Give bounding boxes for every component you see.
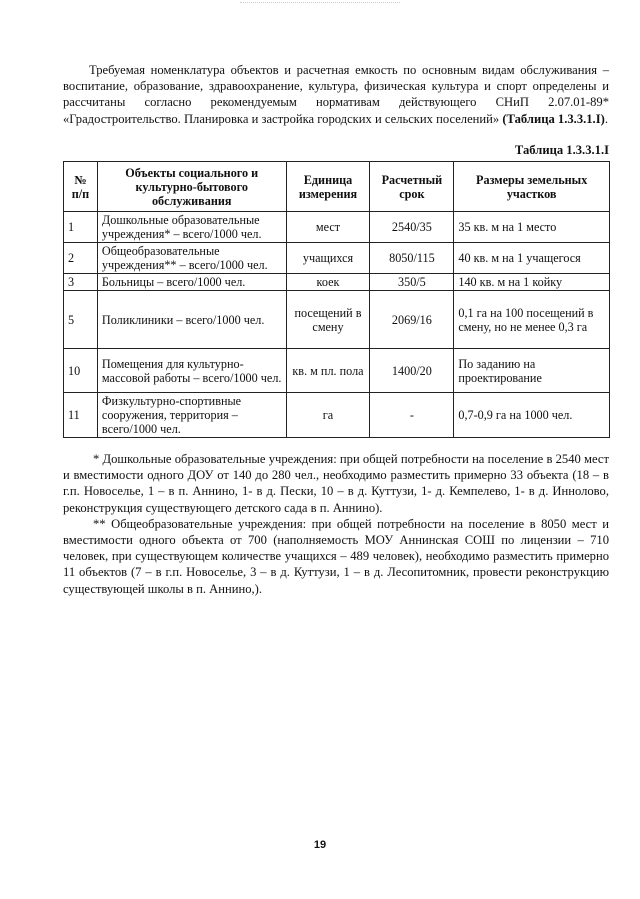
row-num: 1 xyxy=(64,212,98,243)
table-caption: Таблица 1.3.3.1.I xyxy=(514,143,609,157)
footnote-preschool: * Дошкольные образовательные учреждения: при общей потребности на поселение в 2540 мест и вместимости одного ДОУ от 140 до 280 чел., необходимо разместить примерно 33 объекта (18 – в г.п. Новоселье, 1 – в п. Аннино, 1- в д. Пески, 10 – в д. Куттузи, 1- д. Кемпелево, 1- в д. Иннолово, реконструкция существующего детского сада в п. Аннино). xyxy=(63,452,609,515)
row-object: Помещения для культурно-массовой работы – всего/1000 чел. xyxy=(97,349,286,393)
row-land-size: 35 кв. м на 1 место xyxy=(454,212,610,243)
row-num: 3 xyxy=(64,274,98,291)
header-land-size: Размеры земельных участков xyxy=(454,162,610,212)
header-num: № п/п xyxy=(64,162,98,212)
row-term: 2540/35 xyxy=(370,212,454,243)
row-object: Общеобразовательные учреждения** – всего/1000 чел. xyxy=(97,243,286,274)
row-object: Поликлиники – всего/1000 чел. xyxy=(97,291,286,349)
services-table xyxy=(63,161,610,438)
table-row xyxy=(64,393,610,438)
row-unit: мест xyxy=(286,212,370,243)
table-row xyxy=(64,274,610,291)
row-object: Больницы – всего/1000 чел. xyxy=(97,274,286,291)
row-land-size: 0,1 га на 100 посещений в смену, но не менее 0,3 га xyxy=(454,291,610,349)
table-row xyxy=(64,243,610,274)
row-num: 10 xyxy=(64,349,98,393)
row-num: 2 xyxy=(64,243,98,274)
footnotes xyxy=(63,451,609,597)
row-term: - xyxy=(370,393,454,438)
row-land-size: 0,7-0,9 га на 1000 чел. xyxy=(454,393,610,438)
header-unit: Единица измерения xyxy=(286,162,370,212)
header-term: Расчетный срок xyxy=(370,162,454,212)
table-row xyxy=(64,212,610,243)
intro-paragraph xyxy=(63,62,609,127)
row-unit: посещений в смену xyxy=(286,291,370,349)
table-row xyxy=(64,291,610,349)
row-unit: коек xyxy=(286,274,370,291)
row-term: 350/5 xyxy=(370,274,454,291)
row-land-size: 40 кв. м на 1 учащегося xyxy=(454,243,610,274)
table-row xyxy=(64,349,610,393)
row-unit: га xyxy=(286,393,370,438)
row-unit: кв. м пл. пола xyxy=(286,349,370,393)
intro-end: . xyxy=(604,111,608,126)
row-num: 5 xyxy=(64,291,98,349)
page-number: 19 xyxy=(313,839,327,851)
row-term: 1400/20 xyxy=(370,349,454,393)
table-header-row xyxy=(64,162,610,212)
row-land-size: По заданию на проектирование xyxy=(454,349,610,393)
row-num: 11 xyxy=(64,393,98,438)
footnote-schools: ** Общеобразовательные учреждения: при общей потребности на поселение в 8050 мест и вместимости одного объекта от 700 (наполняемость МОУ Аннинская СОШ по лицензии – 710 человек, при существующем количестве учащихся – 489 человек), необходимо разместить примерно 11 объектов (7 – в г.п. Новоселье, 3 – в д. Куттузи, 1 – в д. Лесопитомник, провести реконструкцию существующей школы в п. Аннино,). xyxy=(63,516,609,596)
intro-table-reference: (Таблица 1.3.3.1.I) xyxy=(502,111,605,126)
header-object: Объекты социального и культурно-бытового обслуживания xyxy=(97,162,286,212)
row-unit: учащихся xyxy=(286,243,370,274)
row-land-size: 140 кв. м на 1 койку xyxy=(454,274,610,291)
row-object: Дошкольные образовательные учреждения* – всего/1000 чел. xyxy=(97,212,286,243)
row-term: 2069/16 xyxy=(370,291,454,349)
row-term: 8050/115 xyxy=(370,243,454,274)
row-object: Физкультурно-спортивные сооружения, территория – всего/1000 чел. xyxy=(97,393,286,438)
scan-artifact xyxy=(240,2,400,7)
intro-text: Требуемая номенклатура объектов и расчетная емкость по основным видам обслуживания – воспитание, образование, здравоохранение, культура, физическая культура и спорт определены и рассчитаны согласно рекомендуемым нормативам действующего СНиП 2.07.01-89* «Градостроительство. Планировка и застройка городских и сельских поселений» xyxy=(63,63,609,126)
